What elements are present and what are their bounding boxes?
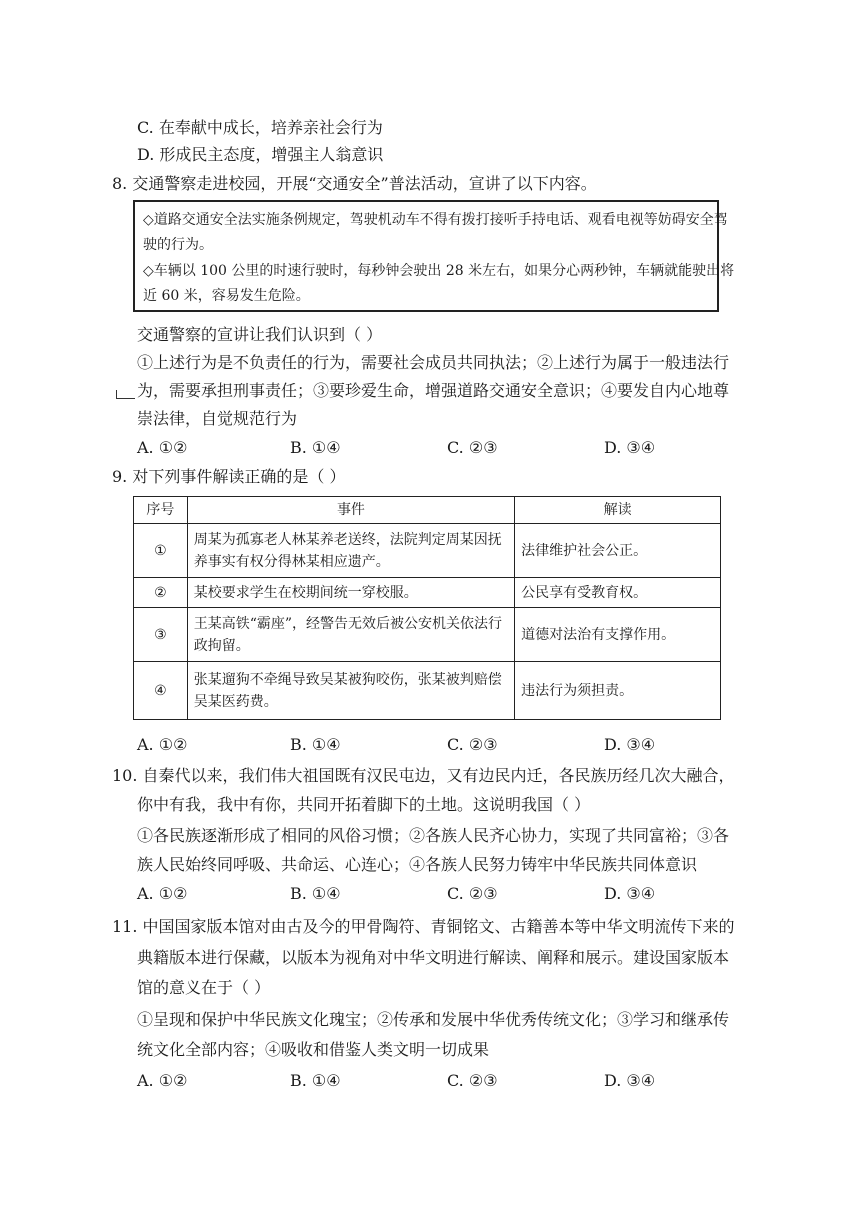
q10-stem-line: 你中有我，我中有你，共同开拓着脚下的土地。这说明我国（ ） xyxy=(137,795,591,814)
q11-choices-line: 统文化全部内容；④吸收和借鉴人类文明一切成果 xyxy=(137,1040,490,1059)
q11-option-a: A. ①② xyxy=(137,1071,188,1090)
q11-stem-line: 馆的意义在于（ ） xyxy=(137,978,271,997)
q8-option-a: A. ①② xyxy=(137,438,188,457)
q8-stem: 8. 交通警察走进校园，开展“交通安全”普法活动，宣讲了以下内容。 xyxy=(112,174,597,193)
table-cell-event: 某校要求学生在校期间统一穿校服。 xyxy=(187,578,514,608)
q8-box-line: ◇车辆以 100 公里的时速行驶时，每秒钟会驶出 28 米左右，如果分心两秒钟，车辆就能驶出将 xyxy=(143,263,735,279)
table-cell-reading: 公民享有受教育权。 xyxy=(515,578,721,608)
q11-stem-line: 典籍版本进行保藏，以版本为视角对中华文明进行解读、阐释和展示。建设国家版本 xyxy=(137,948,730,967)
q9-stem: 9. 对下列事件解读正确的是（ ） xyxy=(112,467,346,486)
table-cell-event: 周某为孤寡老人林某养老送终，法院判定周某因抚养事实有权分得林某相应遗产。 xyxy=(187,524,514,578)
table-row xyxy=(134,662,721,720)
q10-choices-line: ①各民族逐渐形成了相同的风俗习惯；②各族人民齐心协力，实现了共同富裕；③各 xyxy=(137,826,730,845)
table-cell-no: ① xyxy=(134,524,188,578)
q8-option-c: C. ②③ xyxy=(447,438,498,457)
q10-option-b: B. ①④ xyxy=(290,884,341,903)
q10-option-d: D. ③④ xyxy=(604,884,656,903)
table-cell-reading: 法律维护社会公正。 xyxy=(515,524,721,578)
margin-mark xyxy=(116,390,135,399)
q9-option-c: C. ②③ xyxy=(447,735,498,754)
table-cell-reading: 违法行为须担责。 xyxy=(515,662,721,720)
q8-choices-line: ①上述行为是不负责任的行为，需要社会成员共同执法；②上述行为属于一般违法行 xyxy=(137,353,730,372)
q8-box-line: 近 60 米，容易发生危险。 xyxy=(143,288,310,304)
table-cell-no: ② xyxy=(134,578,188,608)
q11-option-d: D. ③④ xyxy=(604,1071,656,1090)
table-cell-event: 张某遛狗不牵绳导致吴某被狗咬伤，张某被判赔偿吴某医药费。 xyxy=(187,662,514,720)
q8-question: 交通警察的宣讲让我们认识到（ ） xyxy=(137,325,383,344)
q11-option-b: B. ①④ xyxy=(290,1071,341,1090)
q8-option-d: D. ③④ xyxy=(604,438,656,457)
q8-info-box xyxy=(133,200,735,312)
table-cell-no: ③ xyxy=(134,608,188,662)
table-cell-reading: 道德对法治有支撑作用。 xyxy=(515,608,721,662)
q9-option-d: D. ③④ xyxy=(604,735,656,754)
table-header-row xyxy=(134,497,721,524)
table-cell-event: 王某高铁“霸座”，经警告无效后被公安机关依法行政拘留。 xyxy=(187,608,514,662)
q11-option-c: C. ②③ xyxy=(447,1071,498,1090)
q8-box-line: 驶的行为。 xyxy=(143,237,213,253)
q10-option-c: C. ②③ xyxy=(447,884,498,903)
table-cell-no: ④ xyxy=(134,662,188,720)
q9-option-a: A. ①② xyxy=(137,735,188,754)
table-row xyxy=(134,524,721,578)
q7-option-c: C. 在奉献中成长，培养亲社会行为 xyxy=(137,118,383,137)
q10-stem-line: 10. 自秦代以来，我们伟大祖国既有汉民屯边，又有边民内迁，各民族历经几次大融合， xyxy=(112,766,735,785)
q8-box-line: ◇道路交通安全法实施条例规定，驾驶机动车不得有拨打接听手持电话、观看电视等妨碍安全驾 xyxy=(143,212,728,228)
q11-choices-line: ①呈现和保护中华民族文化瑰宝；②传承和发展中华优秀传统文化；③学习和继承传 xyxy=(137,1010,730,1029)
q9-option-b: B. ①④ xyxy=(290,735,341,754)
q8-choices-line: 为，需要承担刑事责任；③要珍爱生命，增强道路交通安全意识；④要发自内心地尊 xyxy=(137,381,730,400)
q11-stem-line: 11. 中国国家版本馆对由古及今的甲骨陶符、青铜铭文、古籍善本等中华文明流传下来的 xyxy=(112,917,735,936)
table-row xyxy=(134,608,721,662)
table-header-cell: 解读 xyxy=(515,497,721,524)
q8-choices-line: 崇法律，自觉规范行为 xyxy=(137,409,298,428)
q10-choices-line: 族人民始终同呼吸、共命运、心连心；④各族人民努力铸牢中华民族共同体意识 xyxy=(137,855,698,874)
table-header-cell: 序号 xyxy=(134,497,188,524)
q7-option-d: D. 形成民主态度，增强主人翁意识 xyxy=(137,145,384,164)
q9-table xyxy=(133,496,721,720)
q10-option-a: A. ①② xyxy=(137,884,188,903)
q8-option-b: B. ①④ xyxy=(290,438,341,457)
table-header-cell: 事件 xyxy=(187,497,514,524)
table-row xyxy=(134,578,721,608)
